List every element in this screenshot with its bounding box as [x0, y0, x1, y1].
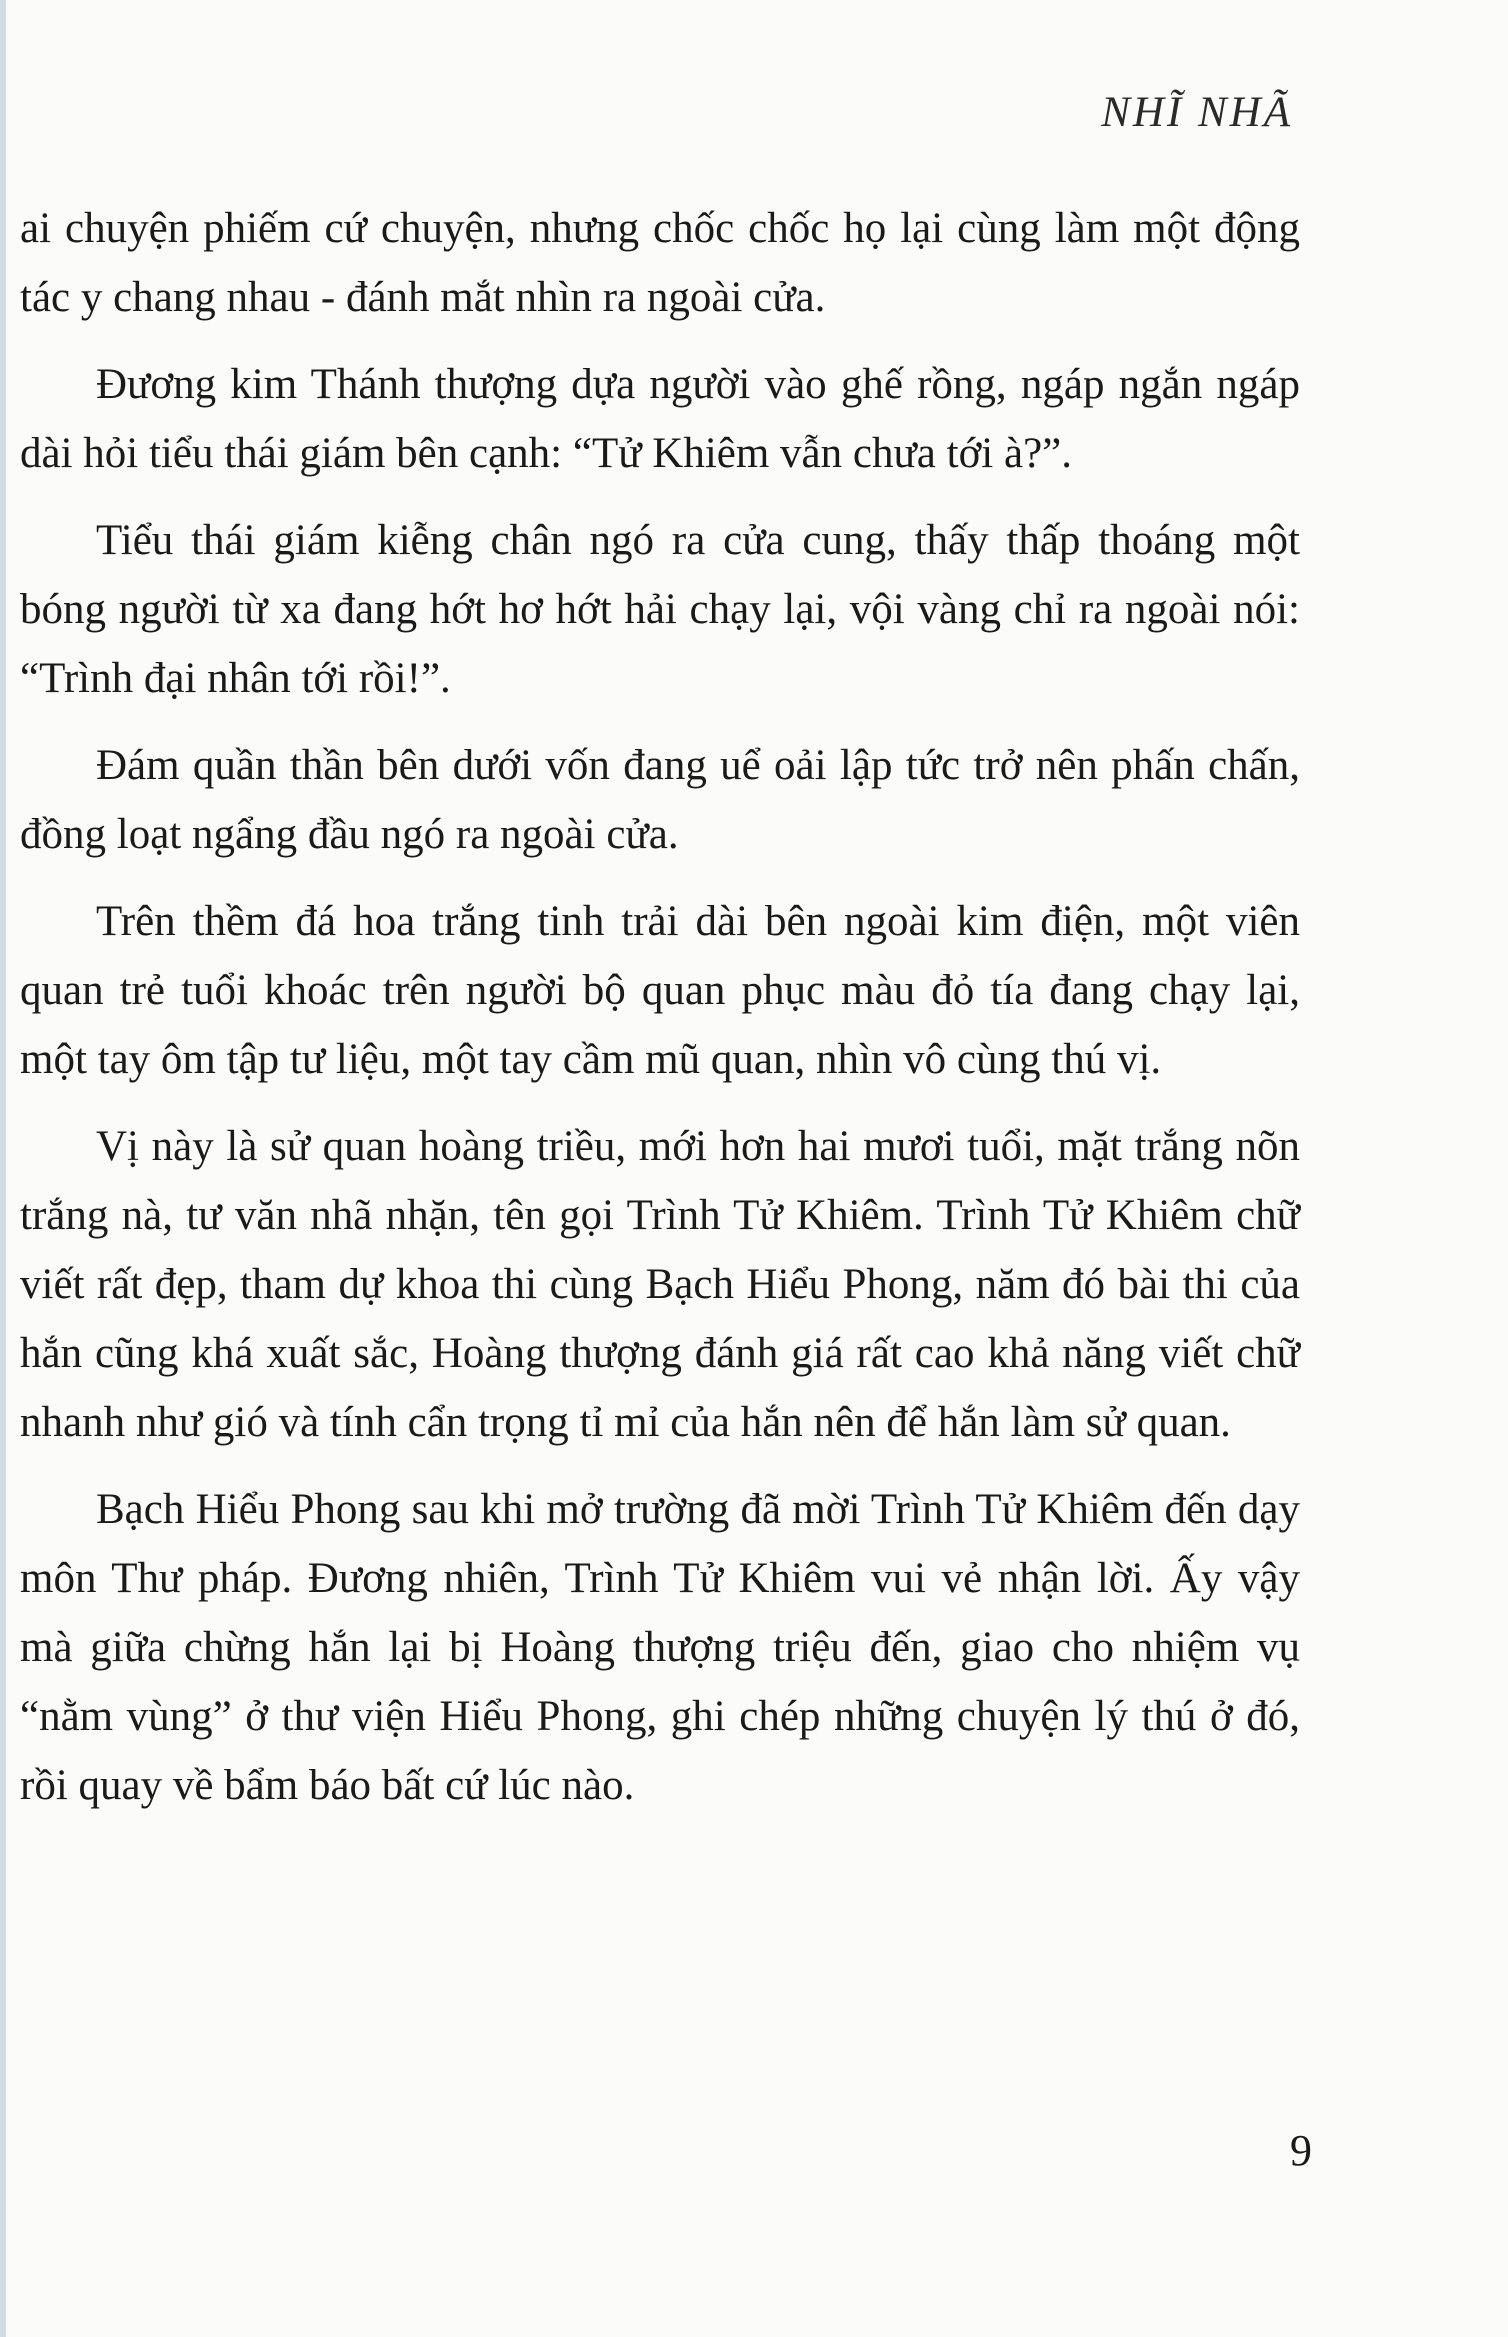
paragraph-3: Tiểu thái giám kiễng chân ngó ra cửa cung, thấy thấp thoáng một bóng người từ xa đang hớt hơ hớt hải chạy lại, vội vàng chỉ ra ngoài nói: “Trình đại nhân tới rồi!”. — [20, 517, 1300, 702]
paragraph-4: Đám quần thần bên dưới vốn đang uể oải lập tức trở nên phấn chấn, đồng loạt ngẩng đầu ngó ra ngoài cửa. — [20, 742, 1300, 858]
paragraph-6: Vị này là sử quan hoàng triều, mới hơn hai mươi tuổi, mặt trắng nõn trắng nà, tư văn nhã nhặn, tên gọi Trình Tử Khiêm. Trình Tử Khiêm chữ viết rất đẹp, tham dự khoa thi cùng Bạch Hiểu Phong, năm đó bài thi của hắn cũng khá xuất sắc, Hoàng thượng đánh giá rất cao khả năng viết chữ nhanh như gió và tính cẩn trọng tỉ mỉ của hắn nên để hắn làm sử quan. — [20, 1123, 1300, 1446]
running-header: NHĨ NHÃ — [1101, 89, 1293, 136]
paragraph-1: ai chuyện phiếm cứ chuyện, nhưng chốc chốc họ lại cùng làm một động tác y chang nhau - đánh mắt nhìn ra ngoài cửa. — [20, 205, 1300, 321]
body-text — [20, 194, 1300, 1838]
paragraph-5: Trên thềm đá hoa trắng tinh trải dài bên ngoài kim điện, một viên quan trẻ tuổi khoác trên người bộ quan phục màu đỏ tía đang chạy lại, một tay ôm tập tư liệu, một tay cầm mũ quan, nhìn vô cùng thú vị. — [20, 898, 1300, 1083]
paragraph-7: Bạch Hiểu Phong sau khi mở trường đã mời Trình Tử Khiêm đến dạy môn Thư pháp. Đương nhiên, Trình Tử Khiêm vui vẻ nhận lời. Ấy vậy mà giữa chừng hắn lại bị Hoàng thượng triệu đến, giao cho nhiệm vụ “nằm vùng” ở thư viện Hiểu Phong, ghi chép những chuyện lý thú ở đó, rồi quay về bẩm báo bất cứ lúc nào. — [20, 1486, 1300, 1809]
page-number: 9 — [1290, 2126, 1312, 2175]
paragraph-2: Đương kim Thánh thượng dựa người vào ghế rồng, ngáp ngắn ngáp dài hỏi tiểu thái giám bên cạnh: “Tử Khiêm vẫn chưa tới à?”. — [20, 361, 1300, 477]
page-edge — [0, 0, 6, 2337]
